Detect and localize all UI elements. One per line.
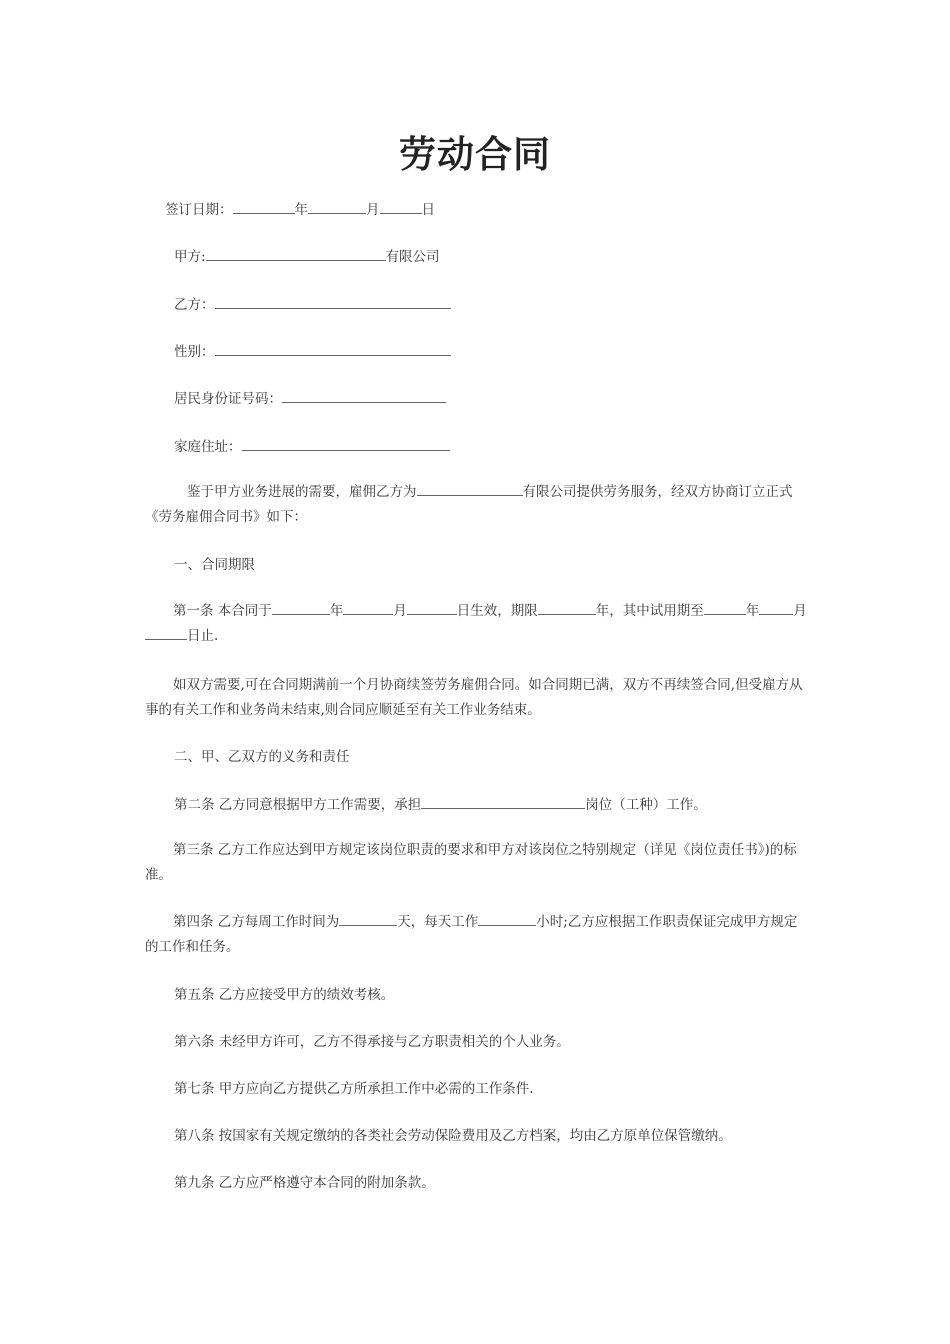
id-number-line — [174, 388, 446, 409]
article1-g: 月 — [793, 603, 807, 619]
blank — [759, 600, 793, 615]
blank — [343, 600, 393, 615]
blank — [145, 625, 187, 640]
article2-a: 第二条 乙方同意根据甲方工作需要，承担 — [174, 797, 422, 813]
party-b-line — [174, 294, 451, 315]
article2-line — [174, 794, 707, 815]
intro-part1: 鉴于甲方业务进展的需要，雇佣乙方为 — [187, 484, 417, 500]
article1-a: 第一条 本合同于 — [173, 603, 272, 619]
days-blank — [339, 911, 397, 926]
address-blank — [242, 436, 450, 451]
article8: 第八条 按国家有关规定缴纳的各类社会劳动保险费用及乙方档案，均由乙方原单位保管缴纳。 — [174, 1128, 732, 1144]
id-number-blank — [282, 388, 446, 403]
intro-paragraph — [145, 480, 810, 530]
month-label: 月 — [366, 202, 380, 218]
article1-e: 年，其中试用期至 — [595, 603, 704, 619]
gender-line — [174, 341, 451, 362]
address-label: 家庭住址： — [174, 439, 242, 455]
position-blank — [421, 794, 585, 809]
document-title: 劳动合同 — [399, 133, 551, 176]
sign-date-label: 签订日期： — [165, 202, 233, 218]
year-label: 年 — [294, 202, 308, 218]
day-label: 日 — [421, 202, 435, 218]
blank — [704, 600, 746, 615]
article1-paragraph — [145, 599, 810, 649]
article2-b: 岗位（工种）工作。 — [585, 797, 707, 813]
blank — [272, 600, 330, 615]
day-blank — [380, 199, 422, 214]
article5: 第五条 乙方应接受甲方的绩效考核。 — [174, 987, 395, 1003]
blank — [407, 600, 457, 615]
intro-part2: 有限公司提供劳务服务，经双方协商订立正式《劳务雇佣合同书》如下： — [145, 484, 793, 525]
address-line — [174, 436, 450, 457]
article1-f: 年 — [745, 603, 760, 619]
party-a-blank — [206, 246, 386, 261]
article1-d: 日生效，期限 — [456, 603, 538, 619]
hours-blank — [478, 911, 536, 926]
blank — [538, 600, 596, 615]
party-b-blank — [215, 294, 451, 309]
article6: 第六条 未经甲方许可，乙方不得承接与乙方职责相关的个人业务。 — [174, 1034, 570, 1050]
month-blank — [308, 199, 366, 214]
party-a-line — [174, 246, 440, 267]
year-blank — [233, 199, 295, 214]
article1-b: 年 — [329, 603, 344, 619]
article9: 第九条 乙方应严格遵守本合同的附加条款。 — [174, 1175, 435, 1191]
article1-h: 日止. — [187, 628, 219, 644]
article4-a: 第四条 乙方每周工作时间为 — [173, 914, 340, 930]
party-a-label: 甲方: — [174, 249, 206, 265]
section2-heading: 二、甲、乙双方的义务和责任 — [174, 749, 350, 765]
renewal-paragraph: 如双方需要,可在合同期满前一个月协商续签劳务雇佣合同。如合同期已满，双方不再续签合同,但受雇方从事的有关工作和业务尚未结束,则合同应顺延至有关工作业务结束。 — [145, 677, 803, 718]
id-number-label: 居民身份证号码： — [174, 391, 282, 407]
article3-paragraph: 第三条 乙方工作应达到甲方规定该岗位职责的要求和甲方对该岗位之特别规定（详见《岗位责任书》)的标准。 — [145, 842, 797, 883]
article4-paragraph — [145, 910, 810, 960]
article4-b: 天，每天工作 — [397, 914, 479, 930]
gender-label: 性别： — [174, 344, 215, 360]
party-a-suffix: 有限公司 — [385, 249, 440, 265]
article4-c: 小时;乙方应根据工作职责保证完成甲方规定的工作和任务。 — [145, 914, 798, 955]
gender-blank — [215, 341, 451, 356]
party-b-label: 乙方： — [174, 297, 215, 313]
sign-date-line — [165, 199, 435, 220]
section1-heading: 一、合同期限 — [174, 557, 255, 573]
article1-c: 月 — [393, 603, 407, 619]
company-blank — [417, 481, 523, 496]
article7: 第七条 甲方应向乙方提供乙方所承担工作中必需的工作条件. — [174, 1081, 534, 1097]
